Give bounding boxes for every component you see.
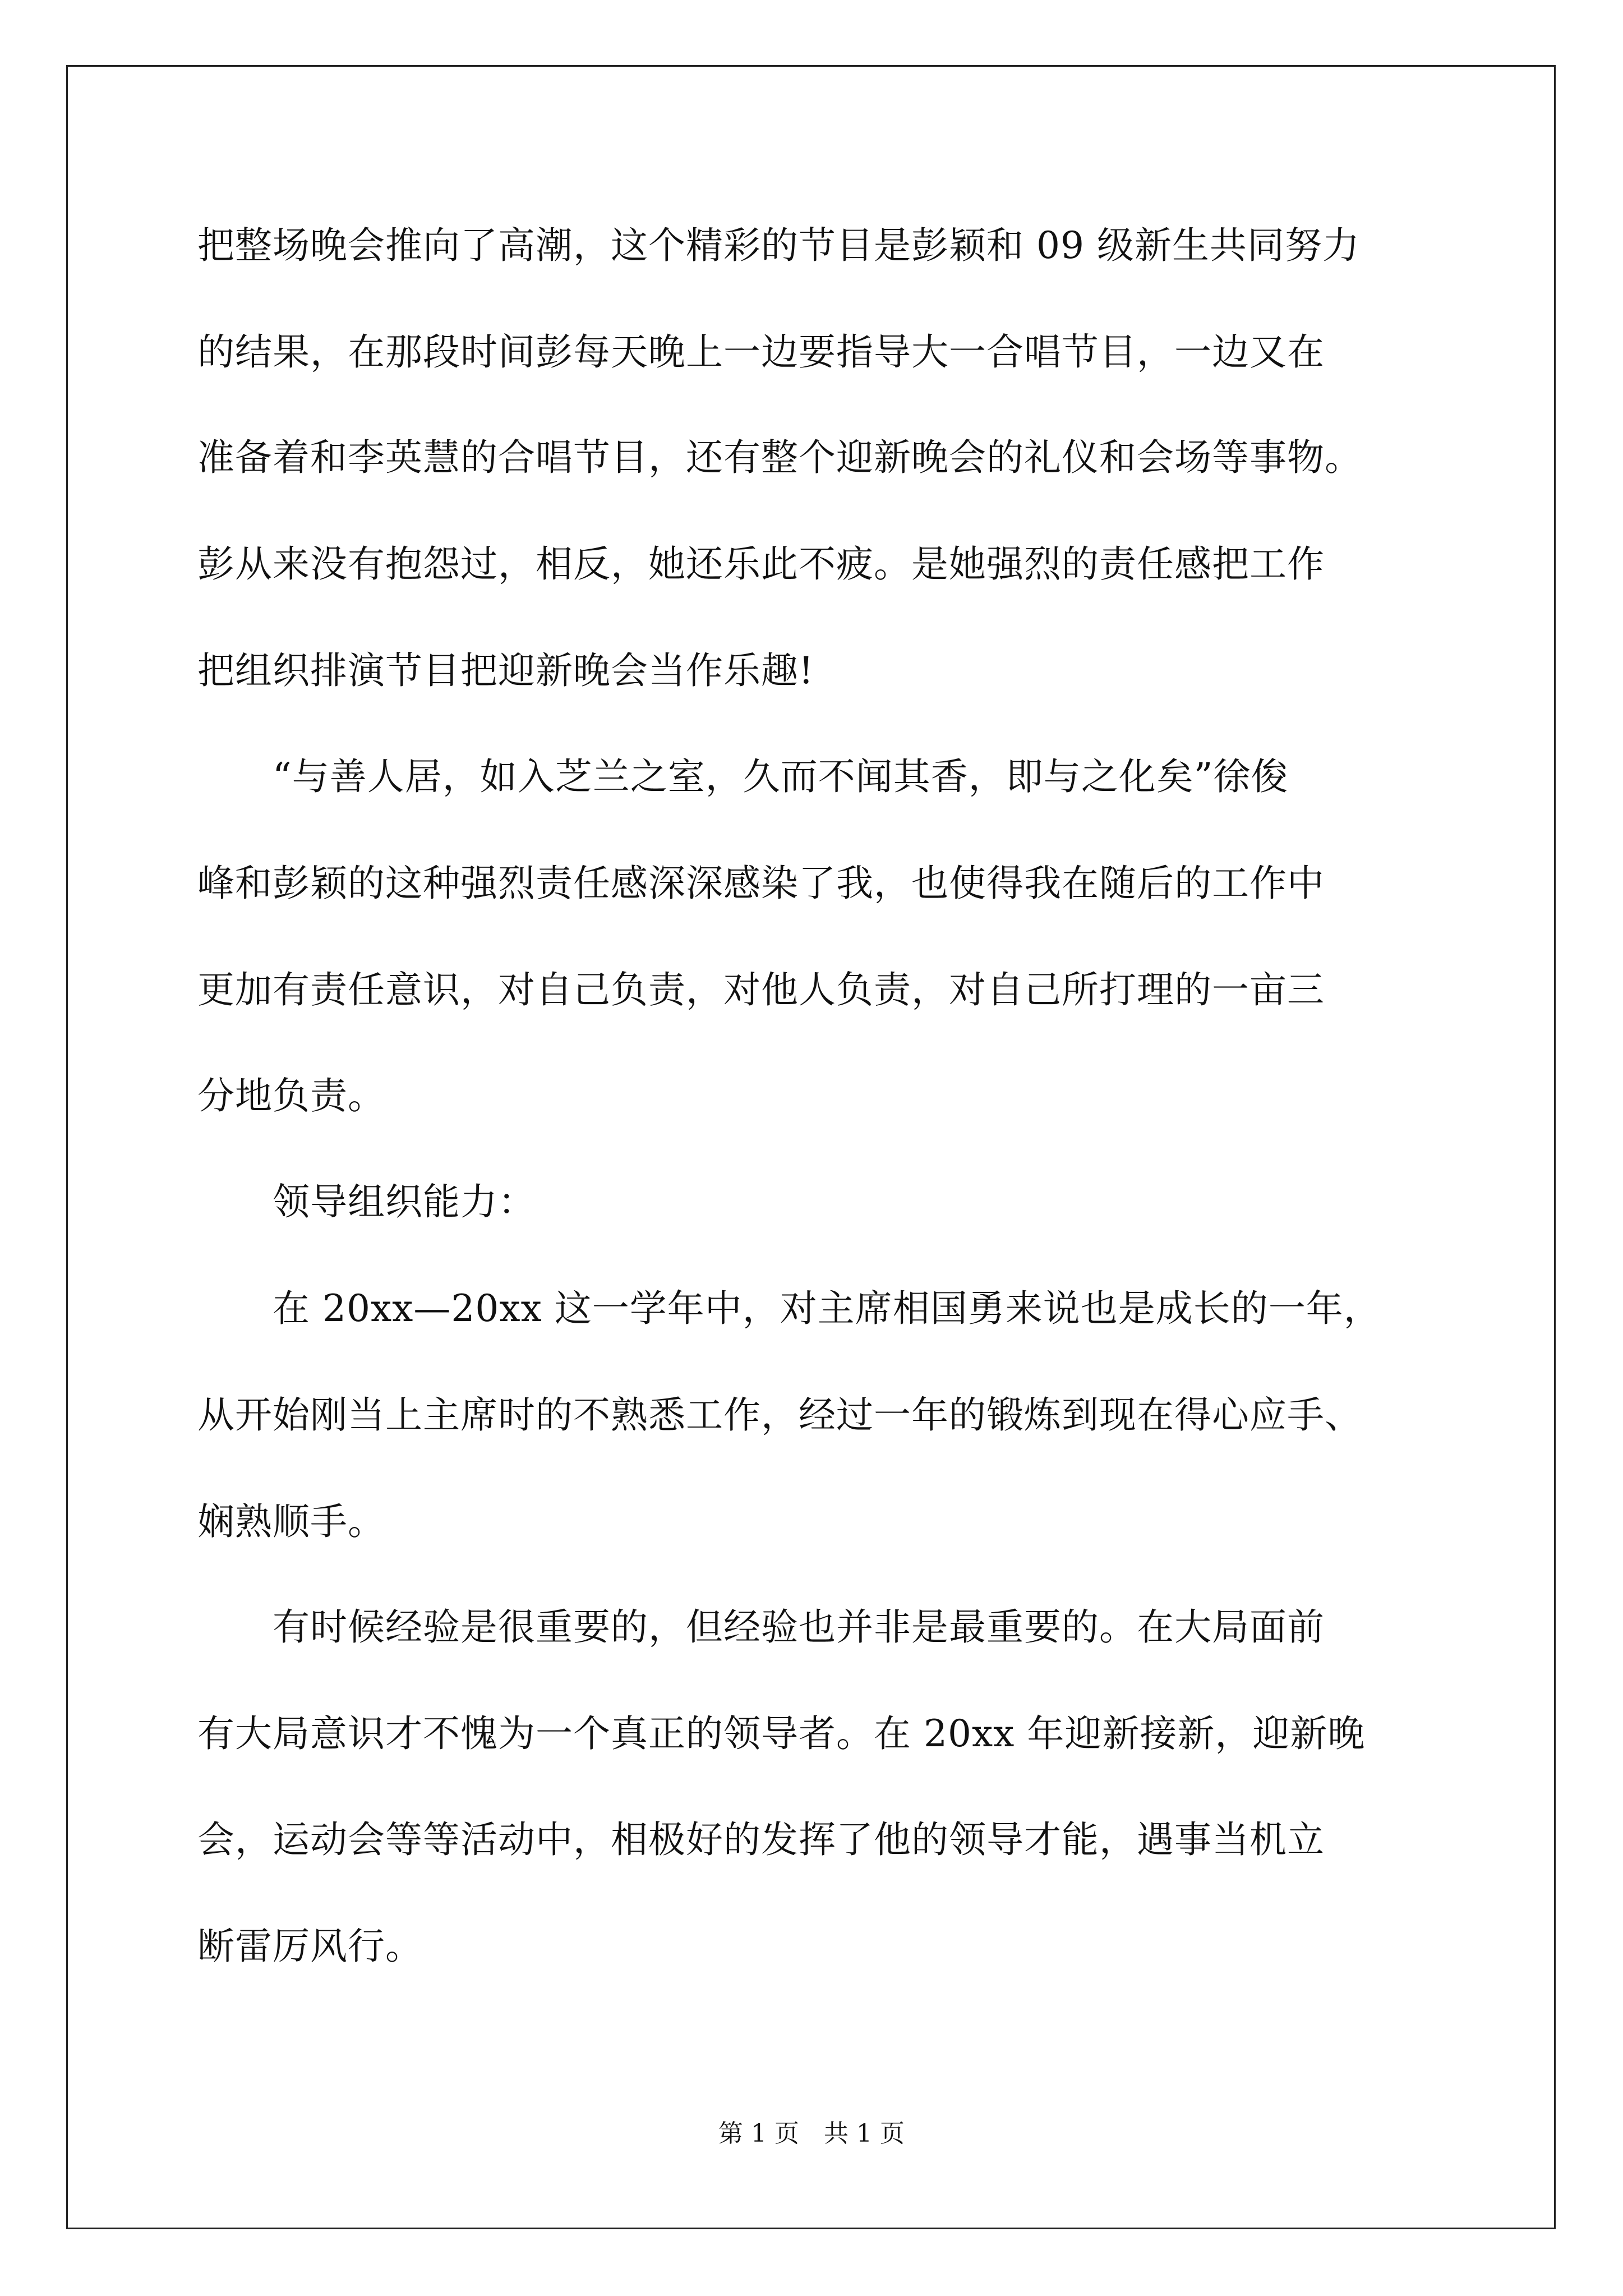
text-line: 娴熟顺手。 (197, 1500, 385, 1543)
page-footer: 第 1 页 共 1 页 (718, 2119, 905, 2148)
text-line: 有时候经验是很重要的，但经验也并非是最重要的。在大局面前 (197, 1605, 1325, 1649)
text-line: 峰和彭颖的这种强烈责任感深深感染了我，也使得我在随后的工作中 (197, 862, 1325, 905)
text-line: 把组织排演节目把迎新晚会当作乐趣! (197, 649, 814, 692)
text-line: 分地负责。 (197, 1074, 385, 1117)
text-line: 更加有责任意识，对自己负责，对他人负责，对自己所打理的一亩三 (197, 968, 1325, 1011)
text-line: 领导组织能力： (197, 1180, 536, 1223)
text-line: 断雷厉风行。 (197, 1925, 423, 1968)
text-line: 会，运动会等等活动中，相极好的发挥了他的领导才能，遇事当机立 (197, 1818, 1325, 1861)
text-line: 有大局意识才不愧为一个真正的领导者。在 20xx 年迎新接新，迎新晚 (197, 1712, 1366, 1755)
text-line: 在 20xx—20xx 这一学年中，对主席相国勇来说也是成长的一年， (197, 1287, 1381, 1330)
text-line: 的结果，在那段时间彭每天晚上一边要指导大一合唱节目，一边又在 (197, 330, 1325, 374)
text-line: 准备着和李英慧的合唱节目，还有整个迎新晚会的礼仪和会场等事物。 (197, 436, 1362, 479)
text-line: 从开始刚当上主席时的不熟悉工作，经过一年的锻炼到现在得心应手、 (197, 1393, 1362, 1437)
text-line: 彭从来没有抱怨过，相反，她还乐此不疲。是她强烈的责任感把工作 (197, 542, 1325, 586)
page-border (66, 65, 1556, 2229)
text-line: 把整场晚会推向了高潮，这个精彩的节目是彭颖和 09 级新生共同努力 (197, 224, 1360, 267)
text-line: “与善人居，如入芝兰之室，久而不闻其香，即与之化矣”徐俊 (197, 755, 1289, 798)
